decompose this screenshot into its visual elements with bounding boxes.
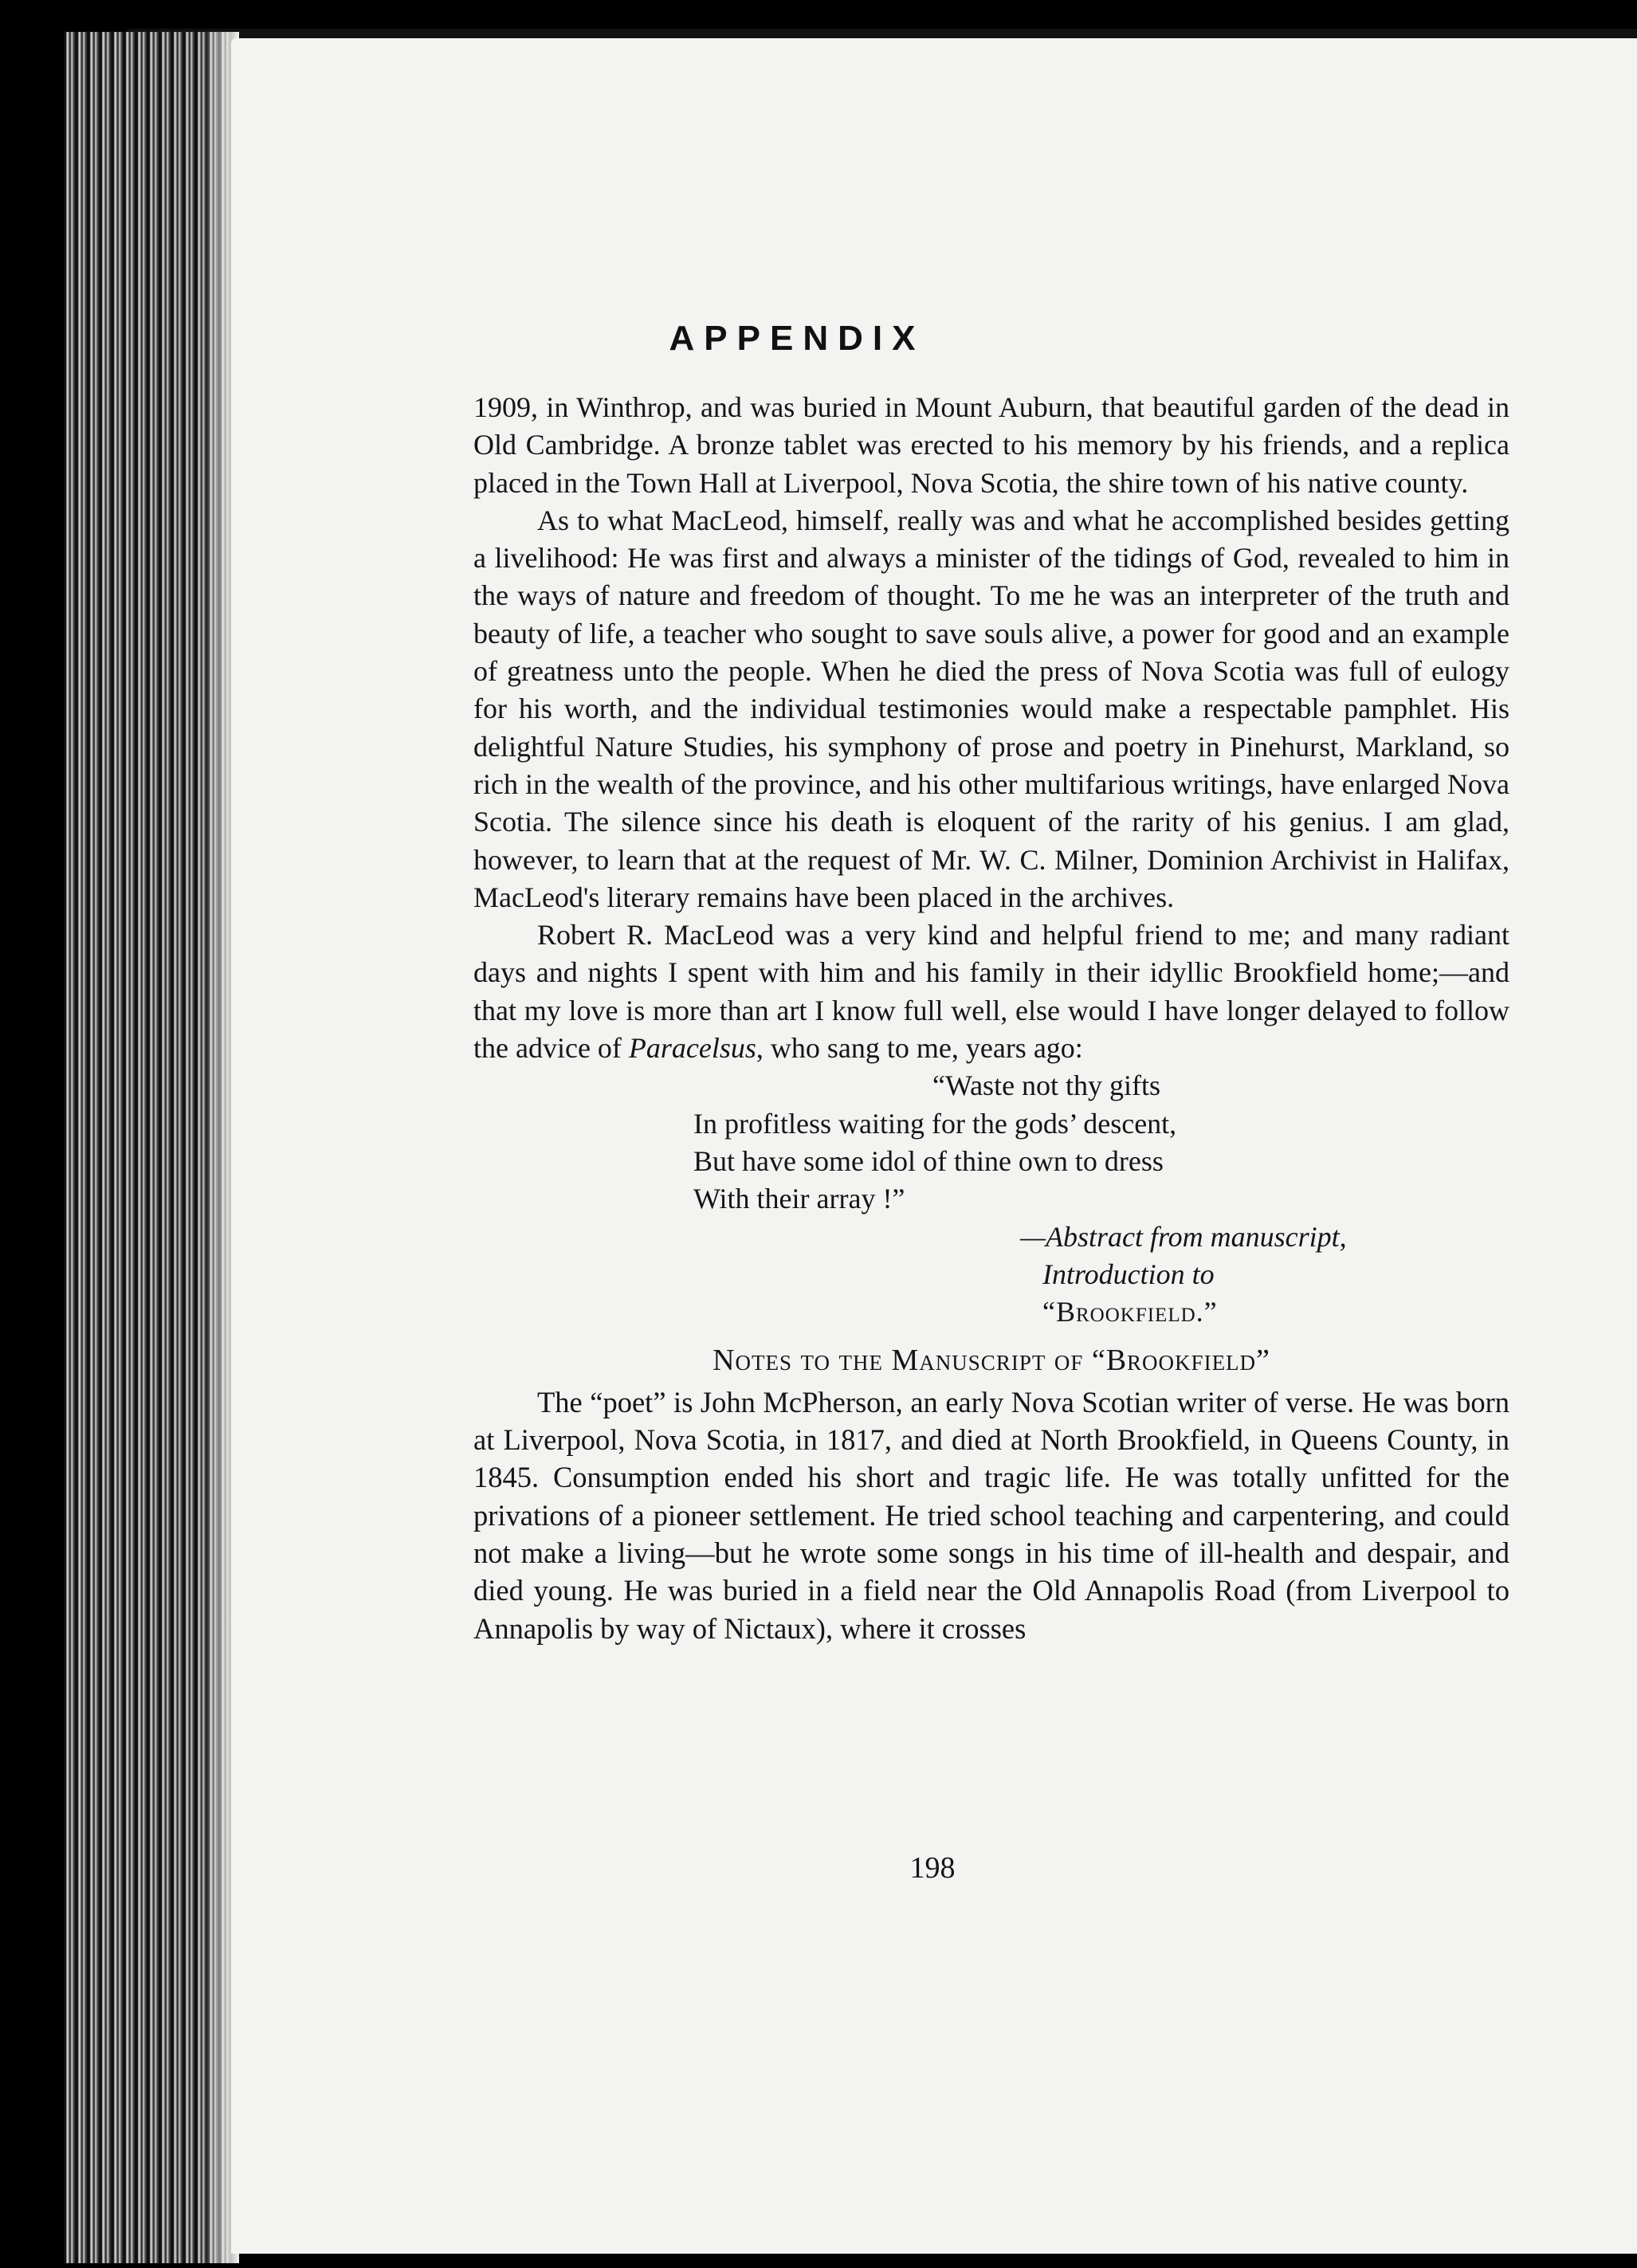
notes-heading: Notes to the Manuscript of “Brookfield” <box>713 1344 1270 1378</box>
paragraph-friendship <box>473 916 1509 1067</box>
attribution-line-2 <box>1020 1256 1509 1332</box>
page-gutter-shadow <box>207 32 239 2263</box>
continuation-paragraph: 1909, in Winthrop, and was buried in Mount Auburn, that beautiful garden of the dead in Old Cambridge. A bronze tablet was erected to his memory by his friends, and a replica placed in the Town Hall at Liverpool, Nova Scotia, the shire town of his native county. <box>473 391 1509 499</box>
attribution-title: “Brookfield.” <box>1042 1296 1218 1328</box>
book-page-edges <box>64 32 231 2263</box>
poem-line: In profitless waiting for the gods’ descent, <box>693 1107 1177 1140</box>
page-body <box>473 389 1509 1647</box>
attribution-line-1: —Abstract from manuscript, <box>1020 1220 1347 1253</box>
poem-attribution <box>1020 1218 1509 1332</box>
paragraph-macleod-character: As to what MacLeod, himself, really was and what he accomplished besides getting a livelihood: He was first and always a minister of the tidings of God, revealed to him in the ways of nature and freedom of thought. To me he was an interpreter of the truth and beauty of life, a teacher who sought to save souls alive, a power for good and an example of greatness unto the people. When he died the press of Nova Scotia was full of eulogy for his worth, and the individual testimonies would make a respectable pamphlet. His delightful Nature Studies, his symphony of prose and poetry in Pinehurst, Markland, so rich in the wealth of the province, and his other multifarious writings, have enlarged Nova Scotia. The silence since his death is eloquent of the rarity of his genius. I am glad, however, to learn that at the request of Mr. W. C. Milner, Dominion Archivist in Halifax, MacLeod's literary remains have been placed in the archives. <box>473 504 1509 913</box>
paracelsus-italic: Paracelsus <box>628 1032 756 1065</box>
attribution-intro: Introduction to <box>1042 1258 1215 1290</box>
poem-line: “Waste not thy gifts <box>932 1069 1161 1102</box>
page-heading: APPENDIX <box>669 319 925 358</box>
notes-paragraph: The “poet” is John McPherson, an early Nova Scotian writer of verse. He was born at Liverpool, Nova Scotia, in 1817, and died at North Brookfield, in Queens County, in 1845. Consumption ended his short and tragic life. He was totally unfitted for the privations of a pioneer settlement. He tried school teaching and carpentering, and could not make a living—but he wrote some songs in his time of ill-health and despair, and died young. He was buried in a field near the Old Annapolis Road (from Liverpool to Annapolis by way of Nictaux), where it crosses <box>473 1385 1509 1645</box>
poem-line: With their array !” <box>693 1183 905 1215</box>
page-number: 198 <box>909 1851 956 1885</box>
poem-quote <box>693 1067 1509 1218</box>
poem-line: But have some idol of thine own to dress <box>693 1144 1164 1177</box>
paragraph-friendship-text: Robert R. MacLeod was a very kind and helpful friend to me; and many radiant days and nights I spent with him and his family in their idyllic Brookfield home;—and that my love is more than art I know full well, else would I have longer delayed to follow the advice of <box>473 919 1509 1065</box>
paragraph-friendship-end: , who sang to me, years ago: <box>756 1032 1083 1065</box>
